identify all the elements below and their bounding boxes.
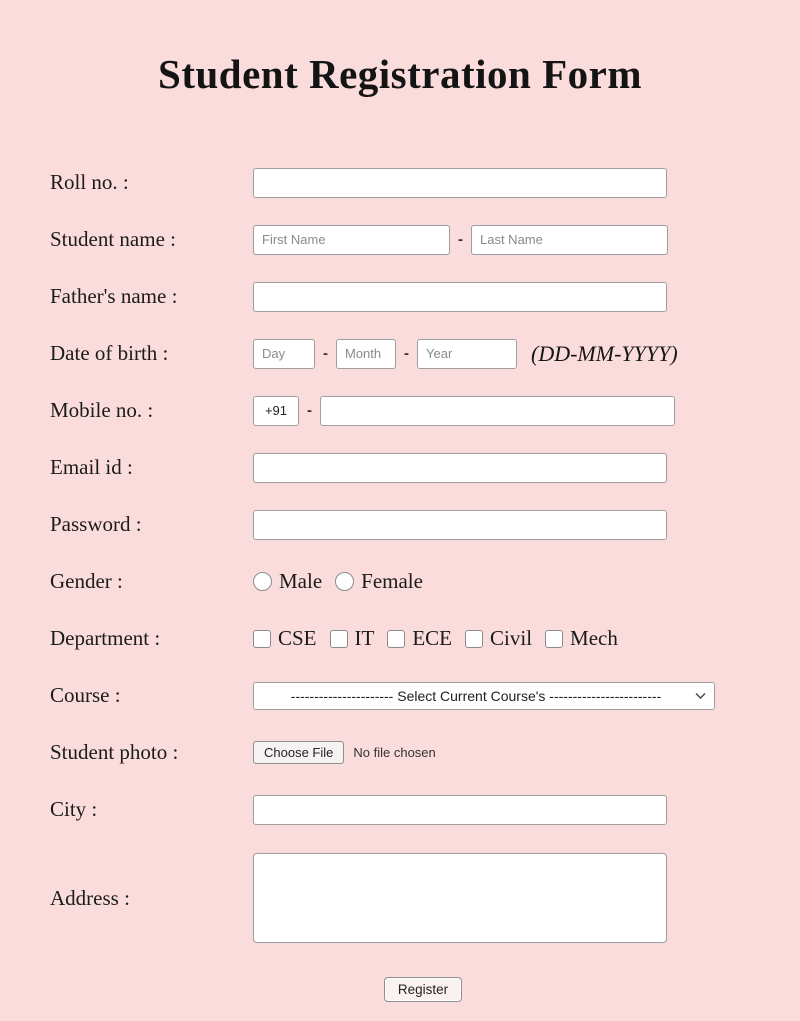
- gender-row: [0, 553, 800, 610]
- cse-checkbox[interactable]: [253, 630, 271, 648]
- father-name-label: Father's name :: [50, 284, 178, 308]
- department-option-mech: [545, 626, 618, 651]
- department-option-cse: [253, 626, 317, 651]
- address-textarea[interactable]: [253, 853, 667, 943]
- department-option-it: [330, 626, 375, 651]
- dob-separator-dash: -: [404, 345, 409, 362]
- student-name-row: [0, 211, 800, 268]
- father-name-row: [0, 268, 800, 325]
- email-row: [0, 439, 800, 496]
- father-name-input[interactable]: [253, 282, 667, 312]
- mobile-row: [0, 382, 800, 439]
- department-row: [0, 610, 800, 667]
- choose-file-button[interactable]: Choose File: [253, 741, 344, 764]
- male-radio-label: Male: [279, 569, 323, 593]
- roll-no-label: Roll no. :: [50, 170, 129, 194]
- city-row: [0, 781, 800, 838]
- email-label: Email id :: [50, 455, 133, 479]
- dob-month-input[interactable]: [336, 339, 396, 369]
- register-button[interactable]: Register: [384, 977, 462, 1002]
- civil-checkbox-label: Civil: [490, 626, 533, 650]
- male-radio[interactable]: [253, 572, 272, 591]
- department-option-civil: [465, 626, 532, 651]
- file-status-text: No file chosen: [353, 745, 436, 760]
- last-name-input[interactable]: [471, 225, 668, 255]
- dob-row: [0, 325, 800, 382]
- page-title: Student Registration Form: [158, 51, 642, 97]
- dob-day-input[interactable]: [253, 339, 315, 369]
- mobile-label: Mobile no. :: [50, 398, 154, 422]
- email-input[interactable]: [253, 453, 667, 483]
- student-photo-row: [0, 724, 800, 781]
- address-row: [0, 838, 800, 958]
- roll-no-input[interactable]: [253, 168, 667, 198]
- password-label: Password :: [50, 512, 142, 536]
- dob-year-input[interactable]: [417, 339, 517, 369]
- country-code-input[interactable]: [253, 396, 299, 426]
- ece-checkbox[interactable]: [387, 630, 405, 648]
- it-checkbox-label: IT: [354, 626, 375, 650]
- password-row: [0, 496, 800, 553]
- mobile-separator-dash: -: [307, 402, 312, 419]
- female-radio[interactable]: [335, 572, 354, 591]
- roll-no-row: [0, 154, 800, 211]
- city-input[interactable]: [253, 795, 667, 825]
- cse-checkbox-label: CSE: [278, 626, 317, 650]
- city-label: City :: [50, 797, 98, 821]
- mech-checkbox-label: Mech: [570, 626, 618, 650]
- course-label: Course :: [50, 683, 121, 707]
- mobile-number-input[interactable]: [320, 396, 675, 426]
- dob-format-hint: (DD-MM-YYYY): [531, 340, 678, 366]
- dob-label: Date of birth :: [50, 341, 169, 365]
- ece-checkbox-label: ECE: [412, 626, 453, 650]
- password-input[interactable]: [253, 510, 667, 540]
- course-select[interactable]: [253, 682, 715, 710]
- dob-separator-dash: -: [323, 345, 328, 362]
- department-label: Department :: [50, 626, 161, 650]
- mech-checkbox[interactable]: [545, 630, 563, 648]
- address-label: Address :: [50, 885, 130, 910]
- civil-checkbox[interactable]: [465, 630, 483, 648]
- student-photo-label: Student photo :: [50, 740, 179, 764]
- name-separator-dash: -: [458, 231, 463, 248]
- department-option-ece: [387, 626, 452, 651]
- female-radio-label: Female: [361, 569, 423, 593]
- gender-label: Gender :: [50, 569, 123, 593]
- register-row: [0, 958, 800, 1020]
- student-name-label: Student name :: [50, 227, 176, 251]
- gender-option-male: [253, 569, 322, 594]
- gender-option-female: [335, 569, 423, 594]
- it-checkbox[interactable]: [330, 630, 348, 648]
- course-row: [0, 667, 800, 724]
- first-name-input[interactable]: [253, 225, 450, 255]
